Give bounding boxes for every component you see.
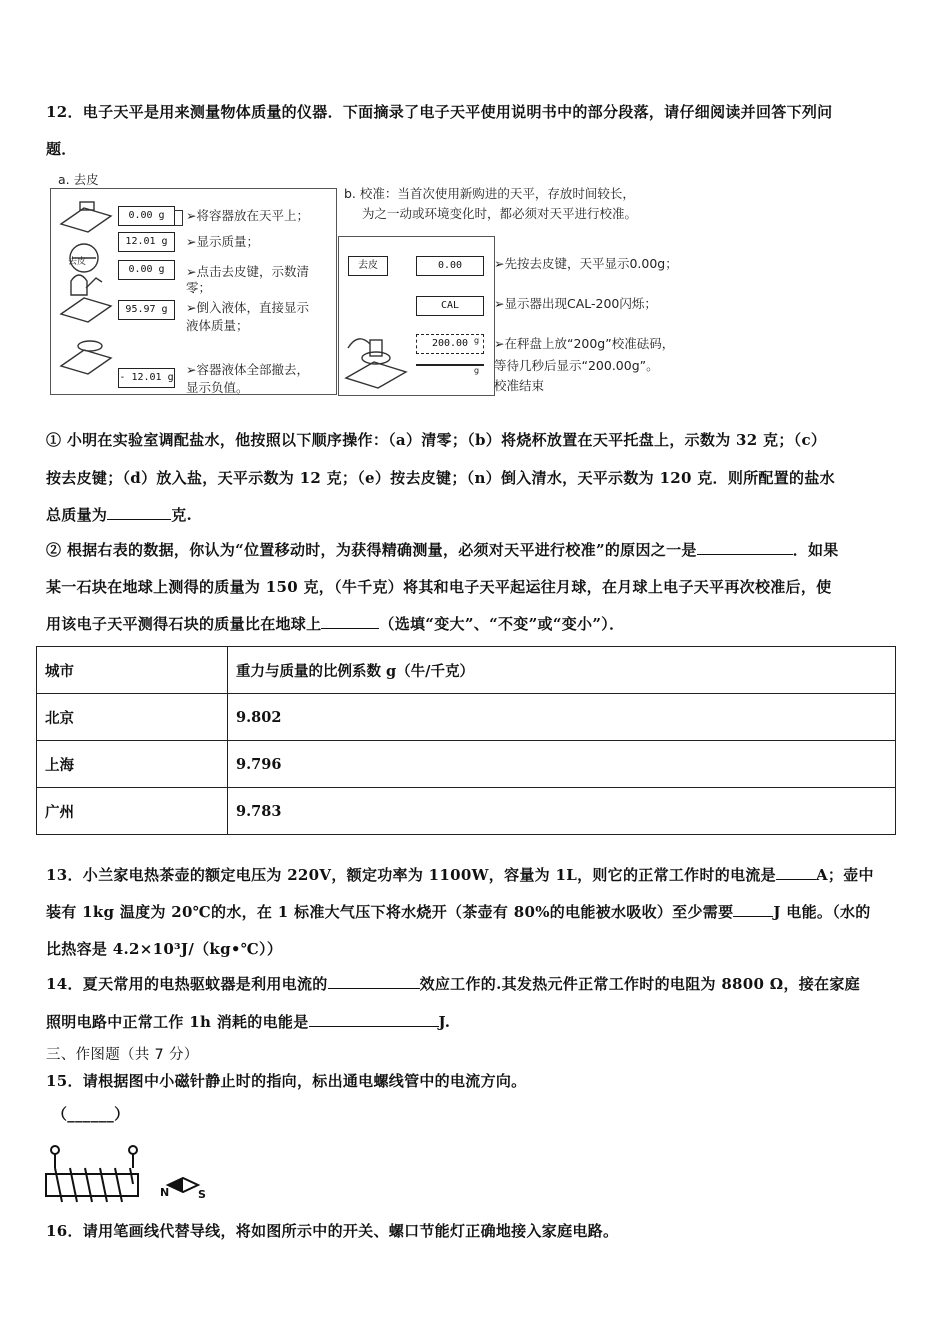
table-cell-g: 9.796 <box>228 741 896 788</box>
b-display-1: 0.00 <box>416 256 484 276</box>
a-step-8: 显示负值。 <box>186 380 249 395</box>
manual-figure <box>40 168 720 404</box>
q12-part1-unit: 克. <box>171 506 193 524</box>
q14-line2 <box>46 1004 904 1041</box>
calibration-balance-icon <box>340 318 412 394</box>
table-row <box>37 741 896 788</box>
b-unit-1: g <box>474 336 480 345</box>
b-step-4: 等待几秒后显示“200.00g”。 <box>494 358 659 373</box>
table-cell-city: 上海 <box>37 741 228 788</box>
q12-part2-text: ② 根据右表的数据，你认为“位置移动时，为获得精确测量，必须对天平进行校准”的原因之一是 <box>46 541 697 559</box>
b-display-2: CAL <box>416 296 484 316</box>
table-cell-city: 广州 <box>37 788 228 835</box>
table-header-city: 城市 <box>37 647 228 694</box>
q13-line1 <box>46 857 904 894</box>
q13-line1-end: A；壶中 <box>815 866 874 884</box>
a-step-5: ➢倒入液体，直接显示 <box>186 300 309 315</box>
q12-stem-line2: 题． <box>46 140 77 158</box>
q13-line3: 比热容是 4.2×10³J/（kg•℃）） <box>46 940 283 958</box>
q14-line1-end: 效应工作的.其发热元件正常工作时的电阻为 8800 Ω，接在家庭 <box>419 975 860 993</box>
q15-stem: 15．请根据图中小磁针静止时的指向，标出通电螺线管中的电流方向。 <box>46 1072 527 1090</box>
table-header-g: 重力与质量的比例系数 g（牛/千克） <box>228 647 896 694</box>
q12-part2-text-end: ．如果 <box>792 541 839 559</box>
b-display-3: 200.00 <box>416 334 484 354</box>
b-step-5: 校准结束 <box>494 378 545 393</box>
q12-part2-line3 <box>46 606 904 643</box>
q16-stem: 16．请用笔画线代替导线，将如图所示中的开关、螺口节能灯正确地接入家庭电路。 <box>46 1222 619 1240</box>
a-step-4: 零； <box>186 280 212 295</box>
a-display-4: 95.97 g <box>118 300 175 320</box>
answer-blank-reason[interactable] <box>697 538 793 555</box>
q12-part2-line2: 某一石块在地球上测得的质量为 150 克，（牛千克）将其和电子天平起运往月球，在月球上电子天平再次校准后，使 <box>46 578 832 596</box>
table-cell-g: 9.783 <box>228 788 896 835</box>
a-step-1: ➢将容器放在天平上； <box>186 208 309 223</box>
answer-blank-energy[interactable] <box>733 900 773 917</box>
answer-blank-mass-change[interactable] <box>321 612 379 629</box>
q13-line2-text: 装有 1kg 温度为 20℃的水，在 1 标准大气压下将水烧开（茶壶有 80%的电能被水吸收）至少需要 <box>46 903 734 921</box>
b-step-3: ➢在秤盘上放“200g”校准砝码， <box>494 336 675 351</box>
b-tare-button-label: 去皮 <box>348 256 388 276</box>
table-row <box>37 788 896 835</box>
a-step-2: ➢显示质量； <box>186 234 259 249</box>
q12-part1-line1: ① 小明在实验室调配盐水，他按照以下顺序操作：（a）清零；（b）将烧杯放置在天平托盘上，示数为 32 克；（c） <box>46 431 827 449</box>
q14-line1 <box>46 966 904 1003</box>
q12-part1-line2: 按去皮键；（d）放入盐，天平示数为 12 克；（e）按去皮键；（n）倒入清水，天平示数为 120 克．则所配置的盐水 <box>46 469 835 487</box>
section-title: 三、作图题（共 7 分） <box>46 1047 199 1063</box>
q12-part1-text: 总质量为 <box>46 506 108 524</box>
a-tare-button-label: 去皮 <box>68 257 87 267</box>
a-step-7: ➢容器液体全部撤去， <box>186 362 309 377</box>
figure-b-title-2: 为之一动或环境变化时，都必须对天平进行校准。 <box>362 206 638 221</box>
q12-part2-line3-text: 用该电子天平测得石块的质量比在地球上 <box>46 615 322 633</box>
a-display-2: 12.01 g <box>118 232 175 252</box>
q12-part1-line3 <box>46 497 904 534</box>
answer-blank-electric-energy[interactable] <box>309 1010 439 1027</box>
needle-n-label: N <box>160 1186 170 1199</box>
q12-part2-line3-options: （选填“变大”、“不变”或“变小”）． <box>379 615 625 633</box>
b-step-1: ➢先按去皮键，天平显示0.00g； <box>494 256 678 271</box>
b-step-2: ➢显示器出现CAL-200闪烁； <box>494 296 657 311</box>
a-step-3: ➢点击去皮键，示数清 <box>186 264 309 279</box>
a-bracket-column <box>174 202 176 392</box>
g-coefficient-table <box>36 646 896 835</box>
q13-line1-text: 13．小兰家电热茶壶的额定电压为 220V，额定功率为 1100W，容量为 1L，则它的正常工作时的电流是 <box>46 866 776 884</box>
q13-line2 <box>46 894 904 931</box>
q12-stem-line1: 12．电子天平是用来测量物体质量的仪器．下面摘录了电子天平使用说明书中的部分段落，请仔细阅读并回答下列问 <box>46 103 833 121</box>
answer-blank-current[interactable] <box>776 863 816 880</box>
table-row <box>37 694 896 741</box>
answer-blank-effect[interactable] <box>328 972 420 989</box>
a-display-1: 0.00 g <box>118 206 175 226</box>
figure-b-title-1: b. 校准：当首次使用新购进的天平，存放时间较长， <box>344 186 635 201</box>
table-cell-g: 9.802 <box>228 694 896 741</box>
a-display-5: - 12.01 g <box>118 368 175 388</box>
balance-illustrations-icon <box>56 196 116 391</box>
q14-line1-text: 14．夏天常用的电热驱蚊器是利用电流的 <box>46 975 328 993</box>
q12-part2-line1 <box>46 532 904 569</box>
q14-line2-text: 照明电路中正常工作 1h 消耗的电能是 <box>46 1013 309 1031</box>
table-header-row <box>37 647 896 694</box>
needle-s-label: S <box>198 1188 206 1201</box>
figure-a-title: a. 去皮 <box>58 172 99 187</box>
q14-line2-end: J. <box>438 1013 451 1031</box>
q15-answer-blank[interactable]: （______） <box>52 1105 130 1123</box>
a-step-6: 液体质量； <box>186 318 249 333</box>
b-unit-2: g <box>474 366 480 375</box>
q13-line2-end: J 电能。（水的 <box>773 903 871 921</box>
table-cell-city: 北京 <box>37 694 228 741</box>
a-display-3: 0.00 g <box>118 260 175 280</box>
solenoid-figure-icon <box>40 1140 220 1210</box>
answer-blank-total-mass[interactable] <box>107 503 171 520</box>
